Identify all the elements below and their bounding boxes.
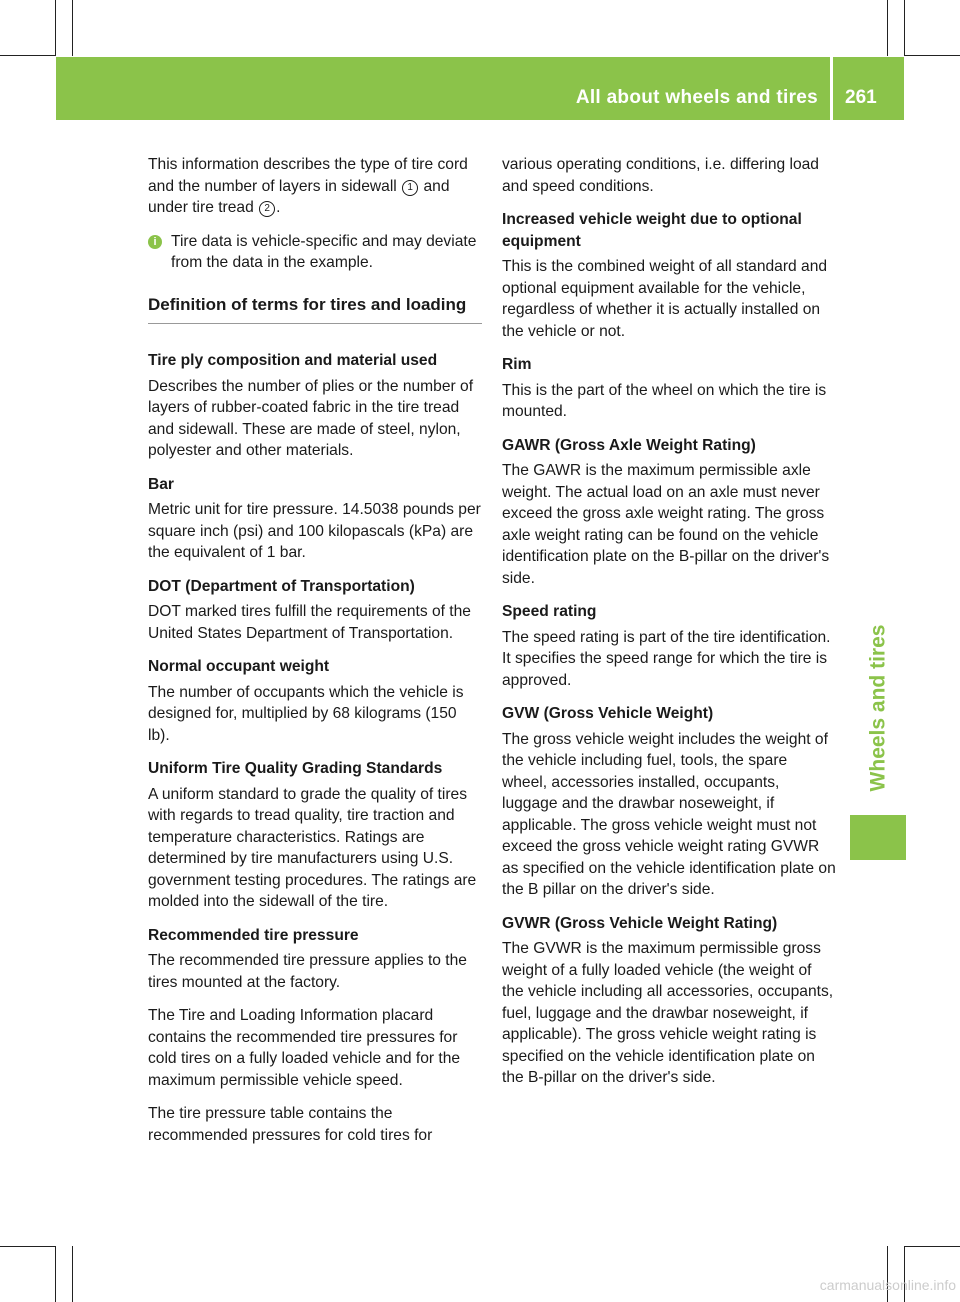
term-text: The speed rating is part of the tire identification. It specifies the speed range for which the tire is approved. — [502, 628, 831, 689]
right-column — [502, 154, 836, 1101]
crop-mark — [72, 0, 73, 56]
term-text: The gross vehicle weight includes the weight of the vehicle including fuel, tools, the spare wheel, accessories installed, occupants, luggage and the drawbar noseweight, if applicable. The gross vehicle weight must not exceed the gross vehicle weight rating GVWR as specified on the vehicle identification plate on the B pillar on the driver's side. — [502, 730, 836, 898]
continued-text: various operating conditions, i.e. differing load and speed conditions. — [502, 156, 819, 195]
watermark: carmanualsonline.info — [819, 1277, 956, 1293]
term-heading: GVW (Gross Vehicle Weight) — [502, 705, 714, 722]
term-text: The GVWR is the maximum permissible gross weight of a fully loaded vehicle (the weight of the vehicle including all accessories, occupants, fuel, luggage and the drawbar noseweight, if applicable). The gross vehicle weight rating is specified on the vehicle identification plate on the B-pillar on the driver's side. — [502, 940, 834, 1086]
page-title: All about wheels and tires — [575, 87, 818, 108]
crop-mark — [72, 1246, 73, 1302]
term-text: This is the combined weight of all standard and optional equipment available for the vehicle, regardless of whether it is actually installed on the vehicle or not. — [502, 258, 828, 340]
crop-mark — [0, 55, 56, 56]
term-text: The recommended tire pressure applies to the tires mounted at the factory. — [148, 952, 467, 991]
header-divider — [830, 57, 833, 120]
info-note — [148, 231, 482, 274]
term-heading: Uniform Tire Quality Grading Standards — [148, 760, 443, 777]
term-text: Metric unit for tire pressure. 14.5038 pounds per square inch (psi) and 100 kilopascals (kPa) are the equivalent of 1 bar. — [148, 501, 481, 561]
info-icon: i — [148, 235, 162, 249]
crop-mark — [55, 1246, 56, 1302]
callout-1: 1 — [402, 180, 418, 196]
term-heading: Bar — [148, 475, 175, 493]
term-heading: Recommended tire pressure — [148, 926, 359, 944]
crop-mark — [887, 1246, 888, 1302]
section-heading-wrap — [148, 294, 482, 325]
term-text: The Tire and Loading Information placard contains the recommended tire pressures for cold tires on a fully loaded vehicle and for the maximum permissible vehicle speed. — [148, 1007, 461, 1089]
term-text: The GAWR is the maximum permissible axle weight. The actual load on an axle must never exceed the gross axle weight rating. The gross axle weight rating can be found on the vehicle identification plate on the B-pillar on the driver's side. — [502, 462, 830, 587]
crop-mark — [904, 0, 905, 56]
callout-2: 2 — [259, 201, 275, 217]
term-heading: GAWR (Gross Axle Weight Rating) — [502, 436, 756, 454]
term-heading: Speed rating — [502, 603, 597, 620]
term-text: This is the part of the wheel on which the tire is mounted. — [502, 381, 827, 420]
header-band — [56, 57, 904, 120]
term-heading: Tire ply composition and material used — [148, 352, 438, 369]
crop-mark — [904, 1246, 905, 1302]
crop-mark — [904, 1246, 960, 1247]
left-column — [148, 154, 482, 1158]
term-heading: Normal occupant weight — [148, 658, 330, 675]
crop-mark — [887, 0, 888, 56]
term-text: The tire pressure table contains the recommended pressures for cold tires for — [148, 1105, 433, 1144]
term-heading: DOT (Department of Transportation) — [148, 577, 415, 595]
side-tab-block — [850, 815, 906, 860]
info-note-text: Tire data is vehicle-specific and may deviate from the data in the example. — [171, 232, 477, 271]
term-text: DOT marked tires fulfill the requirements of the United States Department of Transportation. — [148, 603, 471, 642]
crop-mark — [55, 0, 56, 56]
section-heading: Definition of terms for tires and loading — [148, 294, 482, 325]
crop-mark — [0, 1246, 56, 1247]
term-heading: GVWR (Gross Vehicle Weight Rating) — [502, 914, 778, 932]
crop-mark — [904, 55, 960, 56]
term-text: A uniform standard to grade the quality of tires with regards to tread quality, tire traction and temperature characteristics. Ratings are determined by tire manufacturers using U.S. government testing procedures. The ratings are molded into the sidewall of the tire. — [148, 785, 477, 910]
page-number: 261 — [845, 87, 877, 108]
term-heading: Rim — [502, 356, 532, 373]
term-text: The number of occupants which the vehicle is designed for, multiplied by 68 kilograms (150 lb). — [148, 683, 464, 744]
side-tab — [850, 618, 906, 798]
side-tab-label: Wheels and tires — [866, 624, 890, 792]
term-heading: Increased vehicle weight due to optional equipment — [502, 211, 802, 250]
term-text: Describes the number of plies or the number of layers of rubber-coated fabric in the tire tread and sidewall. These are made of steel, nylon, polyester and other materials. — [148, 377, 474, 459]
intro-paragraph: This information describes the type of tire cord and the number of layers in sidewall 1 and under tire tread 2 . — [148, 156, 468, 216]
